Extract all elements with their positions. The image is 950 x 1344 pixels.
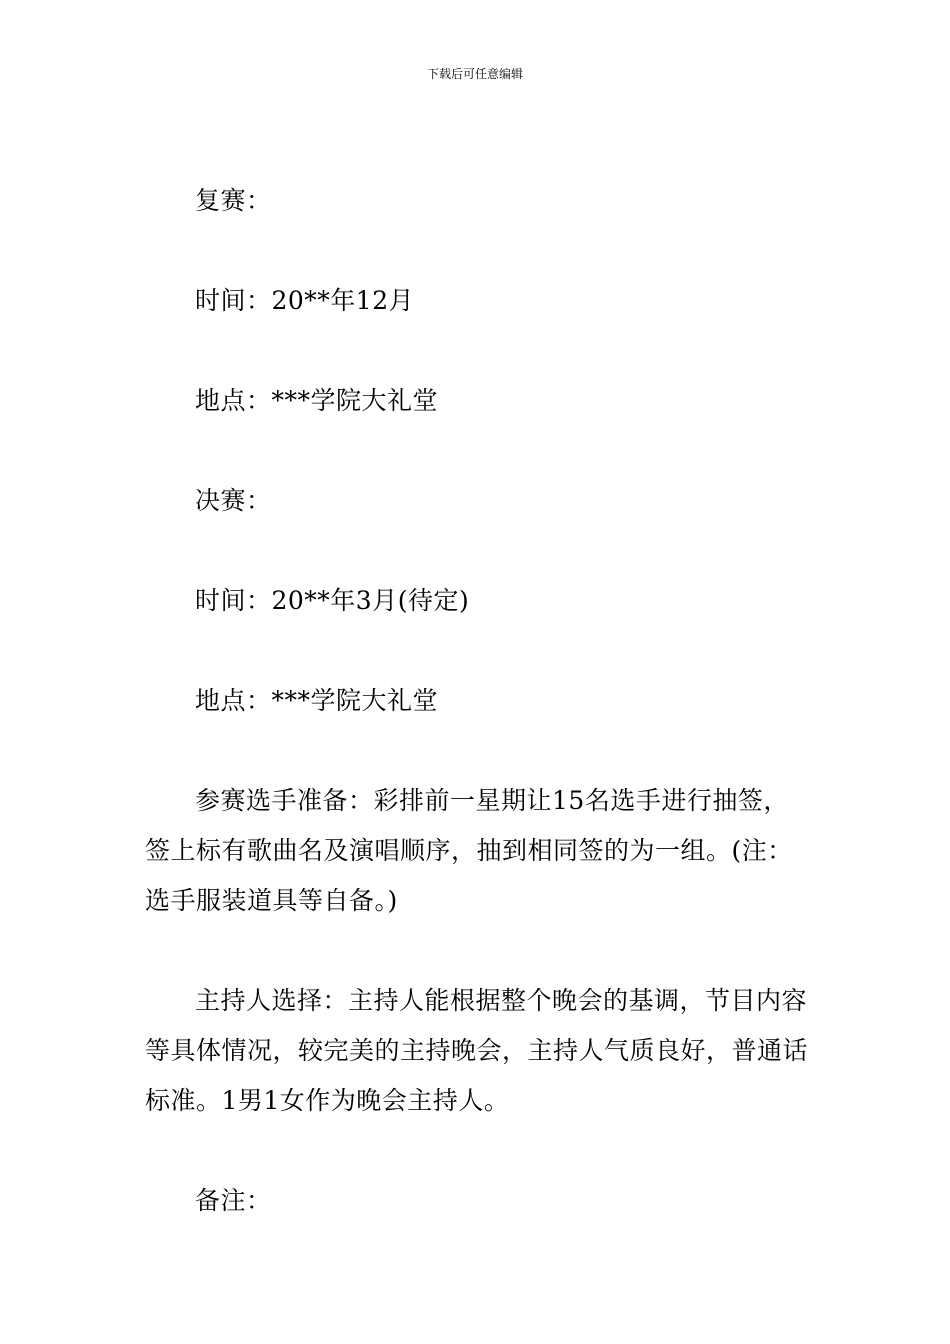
host-selection-paragraph: 主持人选择：主持人能根据整个晚会的基调，节目内容等具体情况，较完美的主持晚会，主持人气质良好，普通话标准。1男1女作为晚会主持人。 bbox=[145, 986, 809, 1115]
document-body bbox=[145, 176, 810, 1226]
semifinal-location: 地点：***学院大礼堂 bbox=[195, 386, 439, 415]
final-location: 地点：***学院大礼堂 bbox=[195, 686, 439, 715]
semifinal-time: 时间：20**年12月 bbox=[195, 286, 415, 315]
remarks-heading: 备注： bbox=[195, 1186, 272, 1215]
final-heading: 决赛： bbox=[195, 486, 272, 515]
final-time: 时间：20**年3月(待定) bbox=[195, 586, 470, 615]
semifinal-heading: 复赛： bbox=[195, 186, 272, 215]
contestant-preparation-paragraph: 参赛选手准备：彩排前一星期让15名选手进行抽签，签上标有歌曲名及演唱顺序，抽到相同签的为一组。(注：选手服装道具等自备。) bbox=[145, 786, 793, 915]
page-header-note: 下载后可任意编辑 bbox=[426, 67, 523, 81]
